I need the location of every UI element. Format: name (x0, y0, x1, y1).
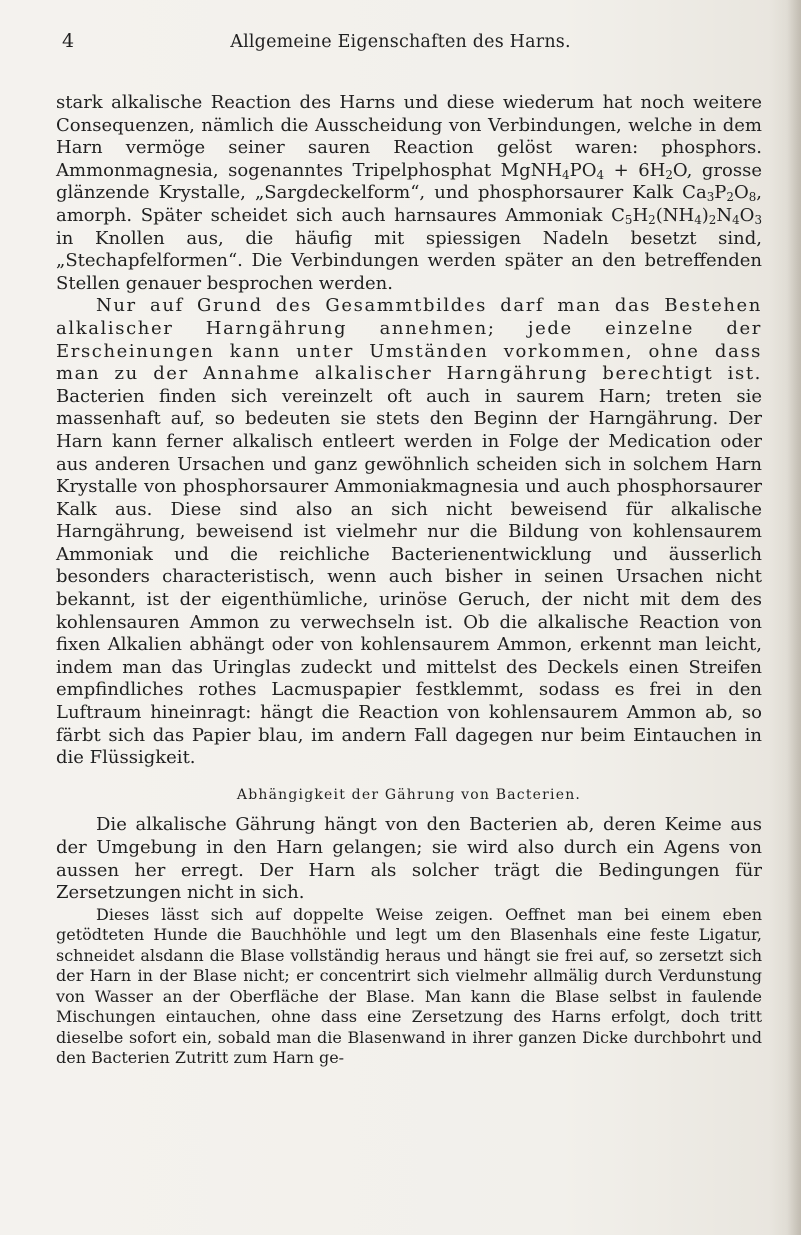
paragraph-2-text: Bacterien finden sich vereinzelt oft auch in saurem Harn; treten sie massenhaft auf, so bedeuten sie stets den Beginn der Harngährung. Der Harn kann ferner alkalisch entleert werden in Folge der Medication oder aus anderen Ursachen und ganz gewöhnlich scheiden sich in solchem Harn Krystalle von phosphorsaurer Ammoniakmagnesia und auch phosphorsaurer Kalk aus. Diese sind also an sich nicht beweisend für alkalische Harngährung, beweisend ist vielmehr nur die Bildung von kohlensaurem Ammoniak und die reichliche Bacterienentwicklung und äusserlich besonders characteristisch, wenn auch bisher in seinen Ursachen nicht bekannt, ist der eigenthümliche, urinöse Geruch, der nicht mit dem des kohlensauren Ammon zu verwechseln ist. Ob die alkalische Reaction von fixen Alkalien abhängt oder von kohlensaurem Ammon, erkennt man leicht, indem man das Uringlas zudeckt und mittelst des Deckels einen Streifen empfindliches rothes Lacmuspapier festklemmt, sodass es frei in den Luftraum hineinragt: hängt die Reaction von kohlensaurem Ammon ab, so färbt sich das Papier blau, im andern Fall dagegen nur beim Eintauchen in die Flüssigkeit. (56, 385, 762, 769)
subscript: 2 (648, 212, 656, 227)
subscript: 8 (748, 190, 757, 205)
paragraph-3: Die alkalische Gährung hängt von den Bacterien ab, deren Keime aus der Umgebung in den Harn gelangen; sie wird also durch ein Agens von aussen her erregt. Der Harn als solcher trägt die Bedingungen für Zersetzungen nicht in sich. (56, 814, 762, 904)
text-run: H (632, 204, 649, 226)
subscript: 2 (665, 167, 673, 182)
text-run: N (716, 204, 733, 226)
subscript: 2 (708, 212, 717, 227)
paragraph-1 (56, 92, 762, 295)
text-run: in Knollen aus, die häufig mit spiessigen Nadeln besetzt sind, „Stechapfelformen“. Die Verbindungen werden später an den betreffenden Stellen genauer besprochen werden. (56, 227, 762, 294)
running-title: Allgemeine Eigenschaften des Harns. (230, 32, 571, 52)
subscript: 2 (726, 190, 734, 205)
text-run: , amorph. Später scheidet sich auch harnsaures Ammoniak C (56, 182, 762, 226)
text-run: ) (701, 204, 709, 226)
body-text (56, 92, 762, 1069)
text-run: O (739, 204, 755, 226)
subscript: 4 (596, 167, 605, 182)
subscript: 4 (732, 212, 740, 227)
subscript: 5 (624, 212, 633, 227)
subscript: 4 (562, 167, 570, 182)
text-run: stark alkalische Reaction des Harns und diese wiederum hat noch weitere Consequenzen, nämlich die Ausscheidung von Verbindungen, welche in dem Harn vermöge seiner sauren Reaction gelöst waren: phosphors. Ammonmagnesia, sogenanntes Tripelphosphat MgNH (56, 92, 762, 181)
subscript: 3 (706, 190, 715, 205)
page-number: 4 (62, 30, 75, 52)
text-run: (NH (655, 204, 695, 226)
text-run: O, grosse glänzende Krystalle, „Sargdeckelform“, und phosphorsaurer Kalk Ca (56, 159, 762, 204)
text-run: O (733, 182, 749, 204)
section-heading: Abhängigkeit der Gährung von Bacterien. (236, 786, 582, 803)
emphasized-statement: Nur auf Grund des Gesammtbildes darf man das Bestehen alkalischer Harngährung annehmen; jede einzelne der Erscheinungen kann unter Umständen vorkommen, ohne dass man zu der Annahme alkalischer Harngährung berechtigt ist. (56, 295, 762, 385)
text-run: P (714, 182, 727, 204)
subscript: 4 (694, 212, 702, 227)
page-header (0, 30, 801, 56)
paragraph-4: Dieses lässt sich auf doppelte Weise zeigen. Oeffnet man bei einem eben getödteten Hunde die Bauchhöhle und legt um den Blasenhals eine feste Ligatur, schneidet alsdann die Blase vollständig heraus und hängt sie frei auf, so zersetzt sich der Harn in der Blase nicht; er concentrirt sich vielmehr allmälig durch Verdunstung von Wasser an der Oberfläche der Blase. Man kann die Blase selbst in faulende Mischungen eintauchen, ohne dass eine Zersetzung des Harns erfolgt, doch tritt dieselbe sofort ein, sobald man die Blasenwand in ihrer ganzen Dicke durchbohrt und den Bacterien Zutritt zum Harn ge- (56, 904, 762, 1068)
paragraph-2 (56, 295, 762, 769)
text-run: + 6H (604, 159, 666, 181)
page-edge-shadow (787, 0, 801, 1235)
subscript: 3 (754, 212, 762, 227)
text-run: PO (569, 159, 597, 181)
